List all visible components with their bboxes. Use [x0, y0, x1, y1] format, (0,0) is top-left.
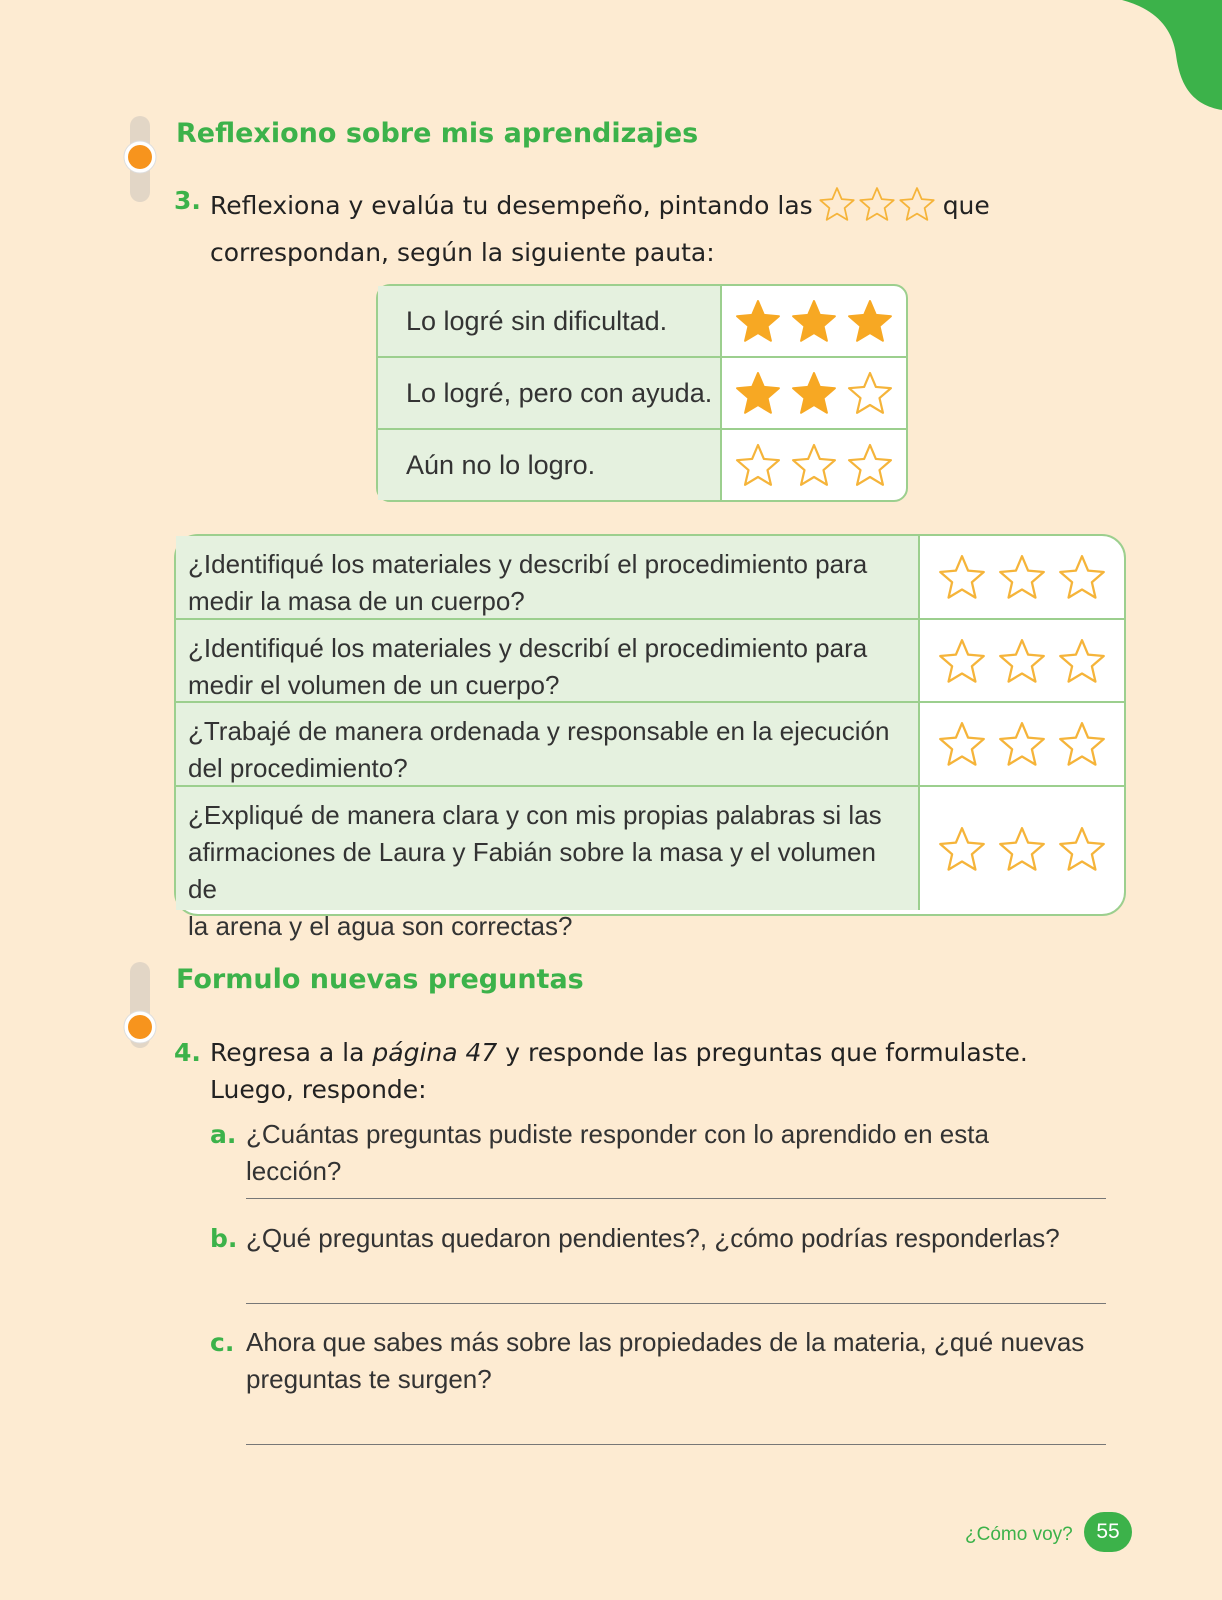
sub-question-a-letter: a.: [210, 1120, 237, 1149]
star-outline-icon: [845, 440, 895, 490]
question-3-text: [210, 184, 990, 271]
eval-row: [176, 703, 1124, 787]
sub-question-c-text: [246, 1324, 1086, 1398]
star-outline-icon[interactable]: [996, 635, 1048, 687]
legend-table: [376, 284, 908, 502]
star-outline-icon: [897, 184, 937, 224]
section-title-formulo: Formulo nuevas preguntas: [176, 964, 584, 995]
question-4-text-part1: Regresa a la: [210, 1038, 365, 1067]
question-4-text: [210, 1034, 1028, 1108]
star-outline-icon[interactable]: [1056, 823, 1108, 875]
legend-label: Aún no lo logro.: [378, 430, 722, 500]
eval-question-line: ¿Trabajé de manera ordenada y responsable en la ejecución: [188, 716, 890, 746]
legend-stars: [722, 286, 906, 356]
eval-question-line: ¿Expliqué de manera clara y con mis propias palabras si las: [188, 800, 882, 830]
star-outline-icon[interactable]: [996, 718, 1048, 770]
sub-question-a-text: ¿Cuántas preguntas pudiste responder con lo aprendido en esta lección?: [246, 1119, 989, 1186]
question-3-number: 3.: [174, 186, 201, 215]
eval-row: [176, 620, 1124, 703]
star-outline-icon: [733, 440, 783, 490]
star-outline-icon[interactable]: [996, 823, 1048, 875]
answer-line-b[interactable]: [246, 1303, 1106, 1304]
question-4-text-line2: Luego, responde:: [210, 1075, 427, 1104]
legend-label: Lo logré sin dificultad.: [378, 286, 722, 356]
star-filled-icon: [733, 296, 783, 346]
eval-question-line: la arena y el agua son correctas?: [188, 911, 573, 941]
question-3-text-part2: que: [942, 191, 990, 220]
star-outline-icon[interactable]: [936, 718, 988, 770]
sub-question-c-letter: c.: [210, 1328, 235, 1357]
star-outline-icon[interactable]: [1056, 551, 1108, 603]
legend-label: Lo logré, pero con ayuda.: [378, 358, 722, 428]
eval-question: [176, 536, 920, 618]
section-marker-2: [122, 962, 158, 1048]
section-marker-1: [122, 116, 158, 202]
corner-decoration: [1122, 0, 1222, 110]
star-filled-icon: [733, 368, 783, 418]
question-3-text-line2: correspondan, según la siguiente pauta:: [210, 238, 715, 267]
legend-row: [378, 286, 906, 358]
question-4-number: 4.: [174, 1038, 201, 1067]
question-3-text-part1: Reflexiona y evalúa tu desempeño, pintando las: [210, 191, 813, 220]
star-outline-icon: [817, 184, 857, 224]
page-reference: página 47: [372, 1038, 498, 1067]
self-evaluation-table: [174, 534, 1126, 941]
eval-question-line: del procedimiento?: [188, 753, 408, 783]
eval-question-line: ¿Identifiqué los materiales y describí el procedimiento para: [188, 633, 868, 663]
legend-stars: [722, 358, 906, 428]
eval-star-rating[interactable]: [920, 703, 1124, 785]
sub-question-c-line2: preguntas te surgen?: [246, 1364, 492, 1394]
star-outline-icon[interactable]: [996, 551, 1048, 603]
page-number-badge: 55: [1084, 1512, 1132, 1552]
star-outline-icon: [845, 368, 895, 418]
star-outline-icon[interactable]: [1056, 718, 1108, 770]
legend-row: [378, 358, 906, 430]
eval-row: [176, 787, 1124, 941]
eval-question: [176, 787, 920, 941]
section-title-reflexiono: Reflexiono sobre mis aprendizajes: [176, 118, 699, 149]
star-filled-icon: [845, 296, 895, 346]
eval-question: [176, 620, 920, 701]
eval-star-rating[interactable]: [920, 620, 1124, 701]
eval-question-line: medir la masa de un cuerpo?: [188, 586, 525, 616]
star-outline-icon: [857, 184, 897, 224]
star-filled-icon: [789, 368, 839, 418]
footer-label: ¿Cómo voy?: [965, 1524, 1073, 1545]
star-outline-icon[interactable]: [936, 823, 988, 875]
sub-question-b-letter: b.: [210, 1224, 238, 1253]
legend-stars: [722, 430, 906, 500]
eval-star-rating[interactable]: [920, 787, 1124, 910]
question-4-text-part2: y responde las preguntas que formulaste.: [505, 1038, 1028, 1067]
inline-stars-icon: [817, 184, 937, 234]
eval-question-line: medir el volumen de un cuerpo?: [188, 670, 560, 700]
eval-star-rating[interactable]: [920, 536, 1124, 618]
star-outline-icon[interactable]: [936, 635, 988, 687]
sub-question-c-line1: Ahora que sabes más sobre las propiedades de la materia, ¿qué nuevas: [246, 1327, 1085, 1357]
star-outline-icon[interactable]: [1056, 635, 1108, 687]
eval-question: [176, 703, 920, 785]
eval-question-line: afirmaciones de Laura y Fabián sobre la masa y el volumen de: [188, 837, 876, 904]
eval-row: [176, 536, 1124, 620]
legend-row: [378, 430, 906, 500]
eval-question-line: ¿Identifiqué los materiales y describí el procedimiento para: [188, 549, 868, 579]
star-outline-icon[interactable]: [936, 551, 988, 603]
answer-line-c[interactable]: [246, 1444, 1106, 1445]
star-filled-icon: [789, 296, 839, 346]
star-outline-icon: [789, 440, 839, 490]
sub-question-b-text: ¿Qué preguntas quedaron pendientes?, ¿cómo podrías responderlas?: [246, 1223, 1060, 1253]
answer-line-a[interactable]: [246, 1198, 1106, 1199]
